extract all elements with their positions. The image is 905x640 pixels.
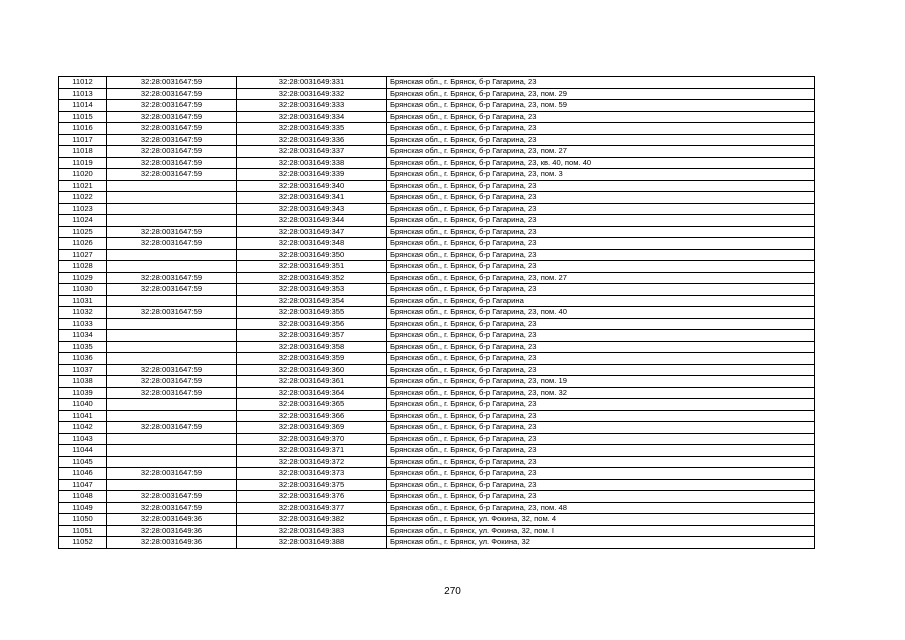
row-number-cell: 11038 <box>59 376 107 388</box>
parent-cadastral-number-cell <box>107 330 237 342</box>
row-number-cell: 11018 <box>59 146 107 158</box>
cadastral-number-cell: 32:28:0031649:357 <box>237 330 387 342</box>
row-number-cell: 11020 <box>59 169 107 181</box>
address-cell: Брянская обл., г. Брянск, б-р Гагарина, 23 <box>387 203 815 215</box>
address-cell: Брянская обл., г. Брянск, б-р Гагарина, 23 <box>387 422 815 434</box>
parent-cadastral-number-cell: 32:28:0031647:59 <box>107 307 237 319</box>
parent-cadastral-number-cell: 32:28:0031647:59 <box>107 272 237 284</box>
parent-cadastral-number-cell <box>107 353 237 365</box>
row-number-cell: 11043 <box>59 433 107 445</box>
parent-cadastral-number-cell: 32:28:0031647:59 <box>107 376 237 388</box>
address-cell: Брянская обл., г. Брянск, б-р Гагарина, 23 <box>387 410 815 422</box>
cadastral-number-cell: 32:28:0031649:331 <box>237 77 387 89</box>
parent-cadastral-number-cell <box>107 456 237 468</box>
table-row <box>59 169 815 181</box>
cadastral-number-cell: 32:28:0031649:369 <box>237 422 387 434</box>
row-number-cell: 11024 <box>59 215 107 227</box>
cadastral-number-cell: 32:28:0031649:361 <box>237 376 387 388</box>
table-row <box>59 491 815 503</box>
parent-cadastral-number-cell <box>107 180 237 192</box>
row-number-cell: 11036 <box>59 353 107 365</box>
row-number-cell: 11040 <box>59 399 107 411</box>
row-number-cell: 11052 <box>59 537 107 549</box>
table-row <box>59 422 815 434</box>
address-cell: Брянская обл., г. Брянск, б-р Гагарина, 23 <box>387 192 815 204</box>
table-row <box>59 525 815 537</box>
address-cell: Брянская обл., г. Брянск, ул. Фокина, 32, пом. 4 <box>387 514 815 526</box>
parent-cadastral-number-cell: 32:28:0031647:59 <box>107 111 237 123</box>
table-row <box>59 111 815 123</box>
parent-cadastral-number-cell <box>107 295 237 307</box>
table-row <box>59 215 815 227</box>
table-row <box>59 376 815 388</box>
cadastral-number-cell: 32:28:0031649:366 <box>237 410 387 422</box>
parent-cadastral-number-cell: 32:28:0031647:59 <box>107 238 237 250</box>
row-number-cell: 11023 <box>59 203 107 215</box>
cadastral-number-cell: 32:28:0031649:382 <box>237 514 387 526</box>
table-row <box>59 146 815 158</box>
address-cell: Брянская обл., г. Брянск, ул. Фокина, 32, пом. I <box>387 525 815 537</box>
cadastral-number-cell: 32:28:0031649:370 <box>237 433 387 445</box>
address-cell: Брянская обл., г. Брянск, б-р Гагарина, 23 <box>387 249 815 261</box>
table-row <box>59 537 815 549</box>
cadastral-number-cell: 32:28:0031649:332 <box>237 88 387 100</box>
table-row <box>59 330 815 342</box>
address-cell: Брянская обл., г. Брянск, б-р Гагарина, 23 <box>387 479 815 491</box>
address-cell: Брянская обл., г. Брянск, б-р Гагарина, 23 <box>387 261 815 273</box>
cadastral-number-cell: 32:28:0031649:375 <box>237 479 387 491</box>
cadastral-number-cell: 32:28:0031649:336 <box>237 134 387 146</box>
address-cell: Брянская обл., г. Брянск, б-р Гагарина, 23, пом. 59 <box>387 100 815 112</box>
table-row <box>59 134 815 146</box>
table-row <box>59 318 815 330</box>
address-cell: Брянская обл., г. Брянск, б-р Гагарина, 23 <box>387 399 815 411</box>
table-row <box>59 180 815 192</box>
parent-cadastral-number-cell: 32:28:0031647:59 <box>107 77 237 89</box>
address-cell: Брянская обл., г. Брянск, б-р Гагарина, 23, пом. 27 <box>387 146 815 158</box>
address-cell: Брянская обл., г. Брянск, б-р Гагарина, 23 <box>387 318 815 330</box>
cadastral-number-cell: 32:28:0031649:344 <box>237 215 387 227</box>
table-row <box>59 88 815 100</box>
row-number-cell: 11039 <box>59 387 107 399</box>
row-number-cell: 11029 <box>59 272 107 284</box>
cadastral-number-cell: 32:28:0031649:340 <box>237 180 387 192</box>
address-cell: Брянская обл., г. Брянск, б-р Гагарина, 23 <box>387 491 815 503</box>
parent-cadastral-number-cell <box>107 192 237 204</box>
address-cell: Брянская обл., г. Брянск, б-р Гагарина, 23 <box>387 123 815 135</box>
row-number-cell: 11014 <box>59 100 107 112</box>
address-cell: Брянская обл., г. Брянск, б-р Гагарина, 23 <box>387 341 815 353</box>
row-number-cell: 11021 <box>59 180 107 192</box>
parent-cadastral-number-cell <box>107 215 237 227</box>
table-row <box>59 261 815 273</box>
address-cell: Брянская обл., г. Брянск, б-р Гагарина, 23 <box>387 226 815 238</box>
parent-cadastral-number-cell <box>107 399 237 411</box>
parent-cadastral-number-cell: 32:28:0031647:59 <box>107 364 237 376</box>
cadastral-number-cell: 32:28:0031649:335 <box>237 123 387 135</box>
parent-cadastral-number-cell <box>107 479 237 491</box>
row-number-cell: 11032 <box>59 307 107 319</box>
table-row <box>59 353 815 365</box>
table-row <box>59 514 815 526</box>
address-cell: Брянская обл., г. Брянск, б-р Гагарина, 23 <box>387 284 815 296</box>
row-number-cell: 11028 <box>59 261 107 273</box>
row-number-cell: 11042 <box>59 422 107 434</box>
table-row <box>59 157 815 169</box>
parent-cadastral-number-cell <box>107 203 237 215</box>
cadastral-number-cell: 32:28:0031649:350 <box>237 249 387 261</box>
cadastral-number-cell: 32:28:0031649:337 <box>237 146 387 158</box>
address-cell: Брянская обл., г. Брянск, б-р Гагарина, 23 <box>387 215 815 227</box>
address-cell: Брянская обл., г. Брянск, б-р Гагарина, 23 <box>387 433 815 445</box>
table-row <box>59 192 815 204</box>
row-number-cell: 11044 <box>59 445 107 457</box>
parent-cadastral-number-cell: 32:28:0031647:59 <box>107 157 237 169</box>
cadastral-number-cell: 32:28:0031649:360 <box>237 364 387 376</box>
row-number-cell: 11030 <box>59 284 107 296</box>
parent-cadastral-number-cell <box>107 261 237 273</box>
cadastral-number-cell: 32:28:0031649:388 <box>237 537 387 549</box>
address-cell: Брянская обл., г. Брянск, б-р Гагарина, 23, пом. 3 <box>387 169 815 181</box>
table-row <box>59 387 815 399</box>
address-cell: Брянская обл., г. Брянск, б-р Гагарина <box>387 295 815 307</box>
cadastral-number-cell: 32:28:0031649:354 <box>237 295 387 307</box>
table-row <box>59 77 815 89</box>
table-row <box>59 479 815 491</box>
parent-cadastral-number-cell <box>107 318 237 330</box>
address-cell: Брянская обл., г. Брянск, б-р Гагарина, 23 <box>387 111 815 123</box>
cadastral-number-cell: 32:28:0031649:372 <box>237 456 387 468</box>
table-row <box>59 468 815 480</box>
row-number-cell: 11050 <box>59 514 107 526</box>
parent-cadastral-number-cell: 32:28:0031647:59 <box>107 100 237 112</box>
parent-cadastral-number-cell: 32:28:0031649:36 <box>107 525 237 537</box>
address-cell: Брянская обл., г. Брянск, б-р Гагарина, 23 <box>387 456 815 468</box>
table-row <box>59 399 815 411</box>
table-row <box>59 249 815 261</box>
table-row <box>59 226 815 238</box>
cadastral-number-cell: 32:28:0031649:352 <box>237 272 387 284</box>
cadastral-number-cell: 32:28:0031649:339 <box>237 169 387 181</box>
address-cell: Брянская обл., г. Брянск, б-р Гагарина, 23, пом. 32 <box>387 387 815 399</box>
row-number-cell: 11027 <box>59 249 107 261</box>
parent-cadastral-number-cell <box>107 410 237 422</box>
parent-cadastral-number-cell: 32:28:0031649:36 <box>107 514 237 526</box>
cadastral-number-cell: 32:28:0031649:376 <box>237 491 387 503</box>
row-number-cell: 11048 <box>59 491 107 503</box>
row-number-cell: 11045 <box>59 456 107 468</box>
address-cell: Брянская обл., г. Брянск, б-р Гагарина, 23, пом. 40 <box>387 307 815 319</box>
row-number-cell: 11031 <box>59 295 107 307</box>
row-number-cell: 11016 <box>59 123 107 135</box>
cadastral-number-cell: 32:28:0031649:364 <box>237 387 387 399</box>
table-row <box>59 445 815 457</box>
cadastral-number-cell: 32:28:0031649:343 <box>237 203 387 215</box>
row-number-cell: 11022 <box>59 192 107 204</box>
table-row <box>59 272 815 284</box>
row-number-cell: 11013 <box>59 88 107 100</box>
row-number-cell: 11034 <box>59 330 107 342</box>
row-number-cell: 11051 <box>59 525 107 537</box>
table-row <box>59 100 815 112</box>
table-row <box>59 502 815 514</box>
parent-cadastral-number-cell <box>107 249 237 261</box>
address-cell: Брянская обл., г. Брянск, б-р Гагарина, 23 <box>387 134 815 146</box>
table-row <box>59 123 815 135</box>
parent-cadastral-number-cell: 32:28:0031647:59 <box>107 88 237 100</box>
row-number-cell: 11026 <box>59 238 107 250</box>
cadastral-number-cell: 32:28:0031649:358 <box>237 341 387 353</box>
cadastral-number-cell: 32:28:0031649:383 <box>237 525 387 537</box>
address-cell: Брянская обл., г. Брянск, б-р Гагарина, 23, пом. 27 <box>387 272 815 284</box>
row-number-cell: 11012 <box>59 77 107 89</box>
cadastral-number-cell: 32:28:0031649:353 <box>237 284 387 296</box>
cadastral-number-cell: 32:28:0031649:359 <box>237 353 387 365</box>
table-row <box>59 203 815 215</box>
table-row <box>59 433 815 445</box>
cadastral-number-cell: 32:28:0031649:373 <box>237 468 387 480</box>
address-cell: Брянская обл., г. Брянск, б-р Гагарина, 23, пом. 48 <box>387 502 815 514</box>
cadastral-number-cell: 32:28:0031649:347 <box>237 226 387 238</box>
parent-cadastral-number-cell: 32:28:0031647:59 <box>107 502 237 514</box>
row-number-cell: 11035 <box>59 341 107 353</box>
parent-cadastral-number-cell: 32:28:0031647:59 <box>107 146 237 158</box>
address-cell: Брянская обл., г. Брянск, б-р Гагарина, 23 <box>387 330 815 342</box>
address-cell: Брянская обл., г. Брянск, б-р Гагарина, 23, пом. 29 <box>387 88 815 100</box>
parent-cadastral-number-cell: 32:28:0031647:59 <box>107 284 237 296</box>
parent-cadastral-number-cell: 32:28:0031647:59 <box>107 134 237 146</box>
cadastral-number-cell: 32:28:0031649:341 <box>237 192 387 204</box>
table-row <box>59 456 815 468</box>
cadastral-number-cell: 32:28:0031649:377 <box>237 502 387 514</box>
address-cell: Брянская обл., г. Брянск, б-р Гагарина, 23 <box>387 468 815 480</box>
address-cell: Брянская обл., г. Брянск, б-р Гагарина, 23 <box>387 77 815 89</box>
row-number-cell: 11046 <box>59 468 107 480</box>
page-number: 270 <box>444 586 461 597</box>
row-number-cell: 11049 <box>59 502 107 514</box>
table-row <box>59 410 815 422</box>
cadastral-number-cell: 32:28:0031649:334 <box>237 111 387 123</box>
parent-cadastral-number-cell: 32:28:0031647:59 <box>107 169 237 181</box>
row-number-cell: 11033 <box>59 318 107 330</box>
parent-cadastral-number-cell: 32:28:0031647:59 <box>107 422 237 434</box>
row-number-cell: 11047 <box>59 479 107 491</box>
parent-cadastral-number-cell: 32:28:0031647:59 <box>107 468 237 480</box>
address-cell: Брянская обл., г. Брянск, б-р Гагарина, 23, пом. 19 <box>387 376 815 388</box>
row-number-cell: 11037 <box>59 364 107 376</box>
row-number-cell: 11041 <box>59 410 107 422</box>
row-number-cell: 11019 <box>59 157 107 169</box>
cadastral-number-cell: 32:28:0031649:351 <box>237 261 387 273</box>
cadastral-number-cell: 32:28:0031649:356 <box>237 318 387 330</box>
parent-cadastral-number-cell <box>107 445 237 457</box>
address-cell: Брянская обл., г. Брянск, б-р Гагарина, 23, кв. 40, пом. 40 <box>387 157 815 169</box>
cadastral-number-cell: 32:28:0031649:355 <box>237 307 387 319</box>
parent-cadastral-number-cell: 32:28:0031647:59 <box>107 491 237 503</box>
parent-cadastral-number-cell <box>107 341 237 353</box>
table-row <box>59 364 815 376</box>
table-row <box>59 238 815 250</box>
row-number-cell: 11025 <box>59 226 107 238</box>
parent-cadastral-number-cell: 32:28:0031647:59 <box>107 123 237 135</box>
address-cell: Брянская обл., г. Брянск, б-р Гагарина, 23 <box>387 238 815 250</box>
address-cell: Брянская обл., г. Брянск, б-р Гагарина, 23 <box>387 445 815 457</box>
cadastral-number-cell: 32:28:0031649:338 <box>237 157 387 169</box>
address-cell: Брянская обл., г. Брянск, б-р Гагарина, 23 <box>387 180 815 192</box>
table-row <box>59 295 815 307</box>
parent-cadastral-number-cell <box>107 433 237 445</box>
parent-cadastral-number-cell: 32:28:0031647:59 <box>107 387 237 399</box>
table-row <box>59 284 815 296</box>
address-cell: Брянская обл., г. Брянск, б-р Гагарина, 23 <box>387 353 815 365</box>
address-cell: Брянская обл., г. Брянск, ул. Фокина, 32 <box>387 537 815 549</box>
cadastral-number-cell: 32:28:0031649:333 <box>237 100 387 112</box>
cadastral-number-cell: 32:28:0031649:371 <box>237 445 387 457</box>
row-number-cell: 11015 <box>59 111 107 123</box>
cadastral-table <box>58 76 815 549</box>
address-cell: Брянская обл., г. Брянск, б-р Гагарина, 23 <box>387 364 815 376</box>
parent-cadastral-number-cell: 32:28:0031649:36 <box>107 537 237 549</box>
row-number-cell: 11017 <box>59 134 107 146</box>
table-body <box>59 77 815 549</box>
cadastral-number-cell: 32:28:0031649:365 <box>237 399 387 411</box>
table-row <box>59 341 815 353</box>
parent-cadastral-number-cell: 32:28:0031647:59 <box>107 226 237 238</box>
cadastral-number-cell: 32:28:0031649:348 <box>237 238 387 250</box>
table-row <box>59 307 815 319</box>
